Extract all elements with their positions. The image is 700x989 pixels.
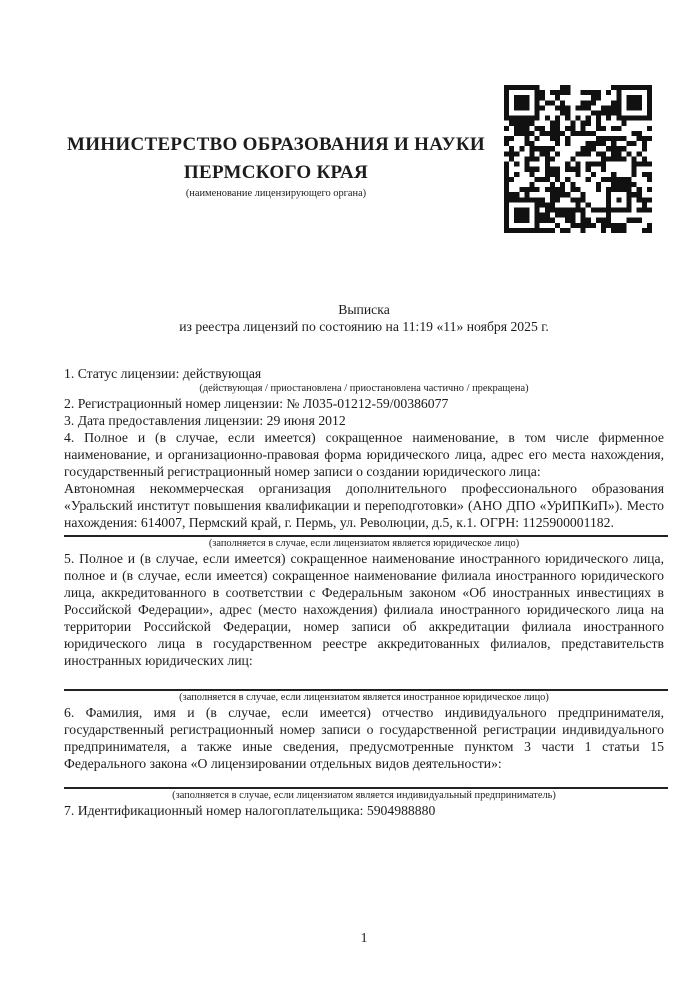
item-6-entrepreneur-label: 6. Фамилия, имя и (в случае, если имеется) отчество индивидуального предпринимателя, государственный регистрационный номер записи о государственной регистрации индивидуального предпринимателя, а также иные сведения, предусмотренные пунктом 3 части 1 статьи 15 Федерального закона «О лицензировании отдельных видов деятельности»: xyxy=(64,705,664,771)
item-7-taxpayer-number: 7. Идентификационный номер налогоплательщика: 5904988880 xyxy=(64,803,436,818)
item-6-line-caption: (заполняется в случае, если лицензиатом является индивидуальный предприниматель) xyxy=(172,790,556,801)
item-1-license-status: 1. Статус лицензии: действующая xyxy=(64,366,262,381)
title-block xyxy=(64,301,664,335)
page-number: 1 xyxy=(360,930,368,945)
item-4-legal-entity-label: 4. Полное и (в случае, если имеется) сокращенное наименование, в том числе фирменное наименование, и организационно-правовая форма юридического лица, адрес его места нахождения, государственный регистрационный номер записи о создании юридического лица: xyxy=(64,430,664,479)
item-4-line-caption: (заполняется в случае, если лицензиатом является юридическое лицо) xyxy=(208,538,520,549)
issuer-block xyxy=(64,131,488,200)
issuer-caption: (наименование лицензирующего органа) xyxy=(185,188,367,199)
qr-code-icon xyxy=(504,84,652,234)
item-1-caption: (действующая / приостановлена / приостановлена частично / прекращена) xyxy=(199,383,529,394)
item-4-legal-entity-value: Автономная некоммерческая организация дополнительного профессионального образования «Уральский институт повышения квалификации и переподготовки» (АНО ДПО «УрИПКиП»). Место нахождения: 614007, Пермский край, г. Пермь, ул. Революции, д.5, к.1. ОГРН: 1125900001182. xyxy=(64,481,664,530)
document-title: Выписка xyxy=(338,302,390,317)
item-5-foreign-entity-label: 5. Полное и (в случае, если имеется) сокращенное наименование иностранного юридического лица, полное и (в случае, если имеется) сокращенное наименование филиала иностранного юридического лица, аккредитованного в соответствии с Федеральным законом «Об иностранных инвестициях в Российской Федерации», адрес (место нахождения) филиала иностранного юридического лица на территории Российской Федерации, номер записи об аккредитации филиала иностранного юридического лица в государственном реестре аккредитованных филиалов, представительств иностранных юридических лиц: xyxy=(64,551,664,668)
document-subtitle: из реестра лицензий по состоянию на 11:19 «11» ноября 2025 г. xyxy=(179,319,549,334)
document-body xyxy=(64,365,664,819)
item-3-grant-date: 3. Дата предоставления лицензии: 29 июня 2012 xyxy=(64,413,346,428)
item-5-line-caption: (заполняется в случае, если лицензиатом является иностранное юридическое лицо) xyxy=(179,692,549,703)
issuer-name-line1: МИНИСТЕРСТВО ОБРАЗОВАНИЯ И НАУКИ xyxy=(66,134,486,155)
issuer-name-line2: ПЕРМСКОГО КРАЯ xyxy=(183,162,369,183)
item-2-registration-number: 2. Регистрационный номер лицензии: № Л035-01212-59/00386077 xyxy=(64,396,449,411)
